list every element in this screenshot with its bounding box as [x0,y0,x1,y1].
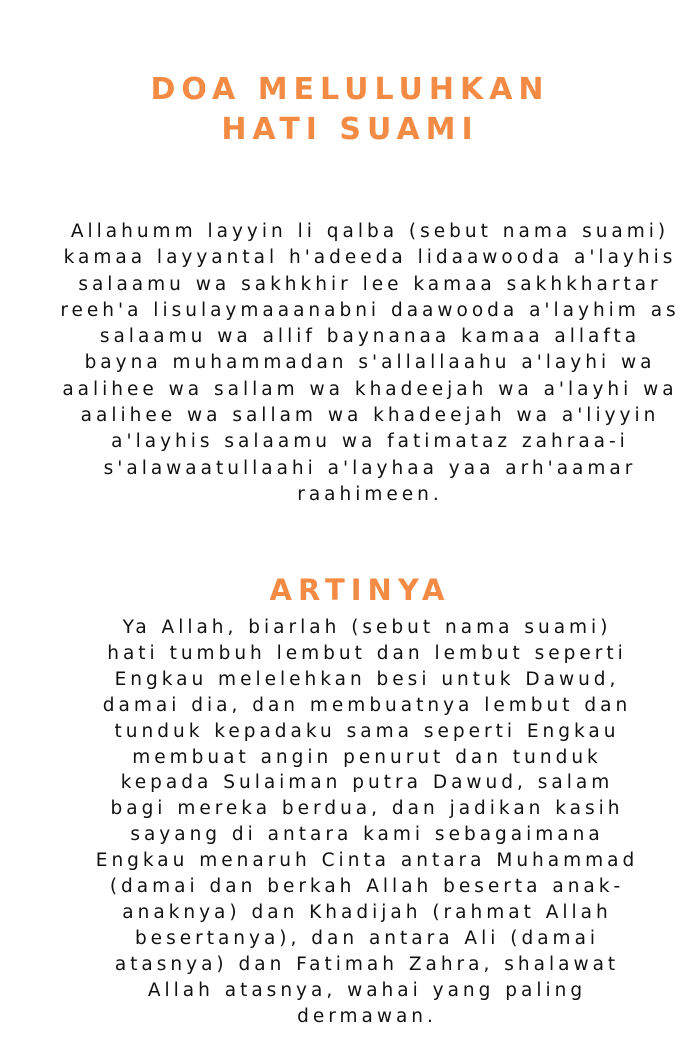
page-title [0,70,700,150]
title-line-1: DOA MELULUHKAN [150,72,550,107]
artinya-heading: ARTINYA [269,573,451,607]
doa-text: Allahumm layyin li qalba (sebut nama suami) kamaa layyantal h'adeeda lidaawooda a'layhis salaamu wa sakhkhir lee kamaa sakhkhartar reeh'a lisulaymaaanabni daawooda a'layhim as salaamu wa allif baynanaa kamaa allafta bayna muhammadan s'allallaahu a'layhi wa aalihee wa sallam wa khadeejah wa a'layhi wa aalihee wa sallam wa khadeejah wa a'liyyin a'layhis salaamu wa fatimataz zahraa-i s'alawaatullaahi a'layhaa yaa arh'aamar raahimeen. [60,221,680,505]
title-line-2: HATI SUAMI [221,112,479,147]
artinya-text: Ya Allah, biarlah (sebut nama suami) hati tumbuh lembut dan lembut seperti Engkau melelehkan besi untuk Dawud, damai dia, dan membuatnya lembut dan tunduk kepadaku sama seperti Engkau membuat angin penurut dan tunduk kepada Sulaiman putra Dawud, salam bagi mereka berdua, dan jadikan kasih sayang di antara kami sebagaimana Engkau menaruh Cinta antara Muhammad (damai dan berkah Allah beserta anak-anaknya) dan Khadijah (rahmat Allah besertanya), dan antara Ali (damai atasnya) dan Fatimah Zahra, shalawat Allah atasnya, wahai yang paling dermawan. [95,617,639,1027]
